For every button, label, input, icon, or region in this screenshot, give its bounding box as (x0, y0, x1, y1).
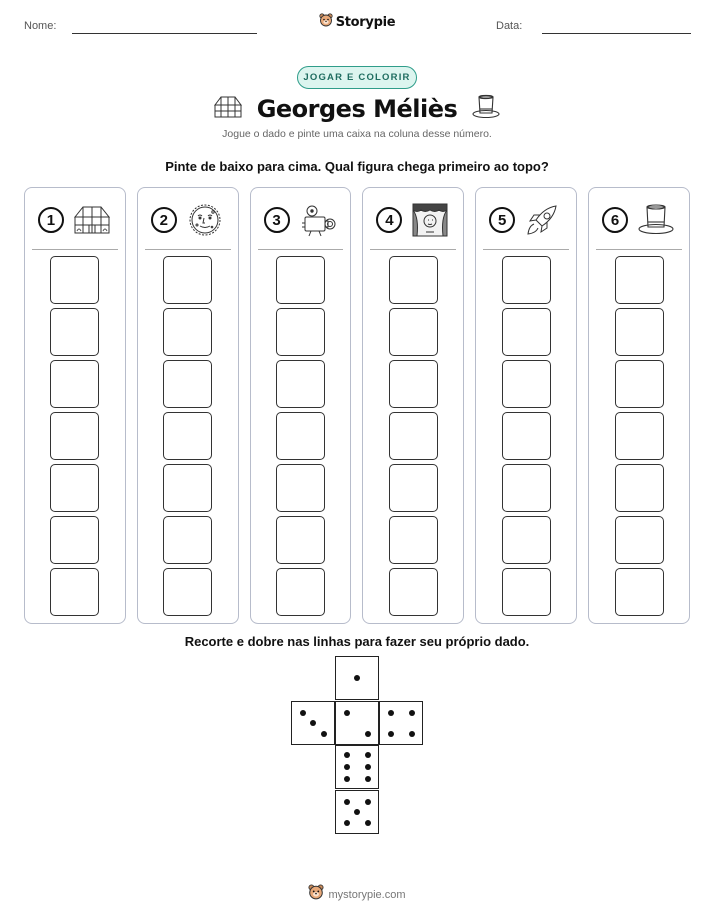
box-stack (138, 256, 238, 616)
color-box[interactable] (163, 256, 212, 304)
color-box[interactable] (502, 256, 551, 304)
color-box[interactable] (389, 412, 438, 460)
color-box[interactable] (502, 308, 551, 356)
column-divider (596, 249, 682, 250)
color-box[interactable] (50, 308, 99, 356)
color-box[interactable] (163, 412, 212, 460)
color-box[interactable] (615, 308, 664, 356)
die-pip (310, 720, 316, 726)
column-1 (24, 187, 126, 624)
die-pip (365, 776, 371, 782)
box-stack (363, 256, 463, 616)
date-line[interactable] (542, 33, 691, 34)
die-pip (365, 764, 371, 770)
color-box[interactable] (389, 516, 438, 564)
color-box[interactable] (615, 412, 664, 460)
color-box[interactable] (502, 360, 551, 408)
die-pip (365, 731, 371, 737)
theater-stage-icon (410, 202, 450, 238)
die-face-5[interactable] (335, 790, 379, 834)
die-face-2[interactable] (335, 701, 379, 745)
column-number: 4 (376, 207, 402, 233)
top-hat-icon (636, 202, 676, 238)
column-4 (362, 187, 464, 624)
die-pip (365, 799, 371, 805)
bear-mascot-icon (308, 884, 324, 905)
color-box[interactable] (163, 464, 212, 512)
top-hat-icon (471, 94, 501, 125)
die-pip (300, 710, 306, 716)
brand-name: Storypie (335, 15, 396, 30)
bear-mascot-icon (319, 13, 333, 32)
color-box[interactable] (615, 568, 664, 616)
color-box[interactable] (163, 360, 212, 408)
subtitle: Jogue o dado e pinte uma caixa na coluna desse número. (222, 128, 492, 140)
name-line[interactable] (72, 33, 257, 34)
die-face-3[interactable] (291, 701, 335, 745)
die-pip (365, 752, 371, 758)
date-label: Data: (496, 20, 523, 32)
color-box[interactable] (276, 360, 325, 408)
color-box[interactable] (50, 360, 99, 408)
color-box[interactable] (50, 412, 99, 460)
column-number: 1 (38, 207, 64, 233)
color-box[interactable] (615, 464, 664, 512)
die-pip (344, 820, 350, 826)
color-box[interactable] (389, 464, 438, 512)
color-box[interactable] (502, 516, 551, 564)
color-box[interactable] (389, 568, 438, 616)
die-face-4[interactable] (379, 701, 423, 745)
column-number: 2 (151, 207, 177, 233)
column-header (476, 200, 576, 240)
color-box[interactable] (276, 308, 325, 356)
die-pip (354, 809, 360, 815)
column-header (25, 200, 125, 240)
title-row (0, 90, 714, 128)
footer-url[interactable]: mystorypie.com (328, 888, 406, 901)
die-pip (354, 675, 360, 681)
instruction: Pinte de baixo para cima. Qual figura chega primeiro ao topo? (165, 159, 549, 174)
die-face-1[interactable] (335, 656, 379, 700)
color-box[interactable] (163, 516, 212, 564)
box-stack (25, 256, 125, 616)
color-box[interactable] (389, 308, 438, 356)
column-divider (32, 249, 118, 250)
column-header (138, 200, 238, 240)
column-header (363, 200, 463, 240)
cut-instruction: Recorte e dobre nas linhas para fazer seu próprio dado. (184, 634, 530, 649)
film-camera-icon (298, 202, 338, 238)
die-pip (365, 820, 371, 826)
race-columns (24, 187, 690, 624)
color-box[interactable] (276, 568, 325, 616)
color-box[interactable] (502, 464, 551, 512)
column-divider (145, 249, 231, 250)
color-box[interactable] (50, 464, 99, 512)
footer (0, 884, 714, 905)
die-pip (344, 710, 350, 716)
column-number: 6 (602, 207, 628, 233)
color-box[interactable] (276, 464, 325, 512)
color-box[interactable] (50, 568, 99, 616)
column-header (251, 200, 351, 240)
category-badge: JOGAR E COLORIR (297, 66, 417, 89)
page-title: Georges Méliès (256, 95, 458, 123)
column-header (589, 200, 689, 240)
die-pip (344, 764, 350, 770)
color-box[interactable] (276, 256, 325, 304)
column-3 (250, 187, 352, 624)
color-box[interactable] (163, 308, 212, 356)
greenhouse-icon (72, 202, 112, 238)
die-pip (344, 752, 350, 758)
color-box[interactable] (50, 516, 99, 564)
color-box[interactable] (502, 568, 551, 616)
brand-logo (0, 13, 714, 32)
rocket-icon (523, 202, 563, 238)
color-box[interactable] (50, 256, 99, 304)
color-box[interactable] (163, 568, 212, 616)
color-box[interactable] (276, 516, 325, 564)
color-box[interactable] (389, 256, 438, 304)
moon-face-icon (185, 202, 225, 238)
die-pip (344, 776, 350, 782)
column-6 (588, 187, 690, 624)
color-box[interactable] (502, 412, 551, 460)
die-face-6[interactable] (335, 745, 379, 789)
die-pip (409, 710, 415, 716)
column-number: 3 (264, 207, 290, 233)
column-divider (483, 249, 569, 250)
column-divider (258, 249, 344, 250)
color-box[interactable] (615, 256, 664, 304)
die-pip (388, 731, 394, 737)
die-pip (388, 710, 394, 716)
greenhouse-icon (213, 95, 243, 124)
color-box[interactable] (615, 516, 664, 564)
color-box[interactable] (389, 360, 438, 408)
box-stack (476, 256, 576, 616)
color-box[interactable] (276, 412, 325, 460)
column-2 (137, 187, 239, 624)
box-stack (589, 256, 689, 616)
column-number: 5 (489, 207, 515, 233)
die-pip (344, 799, 350, 805)
die-pip (321, 731, 327, 737)
box-stack (251, 256, 351, 616)
die-pip (409, 731, 415, 737)
color-box[interactable] (615, 360, 664, 408)
column-5 (475, 187, 577, 624)
name-label: Nome: (24, 20, 57, 32)
column-divider (370, 249, 456, 250)
